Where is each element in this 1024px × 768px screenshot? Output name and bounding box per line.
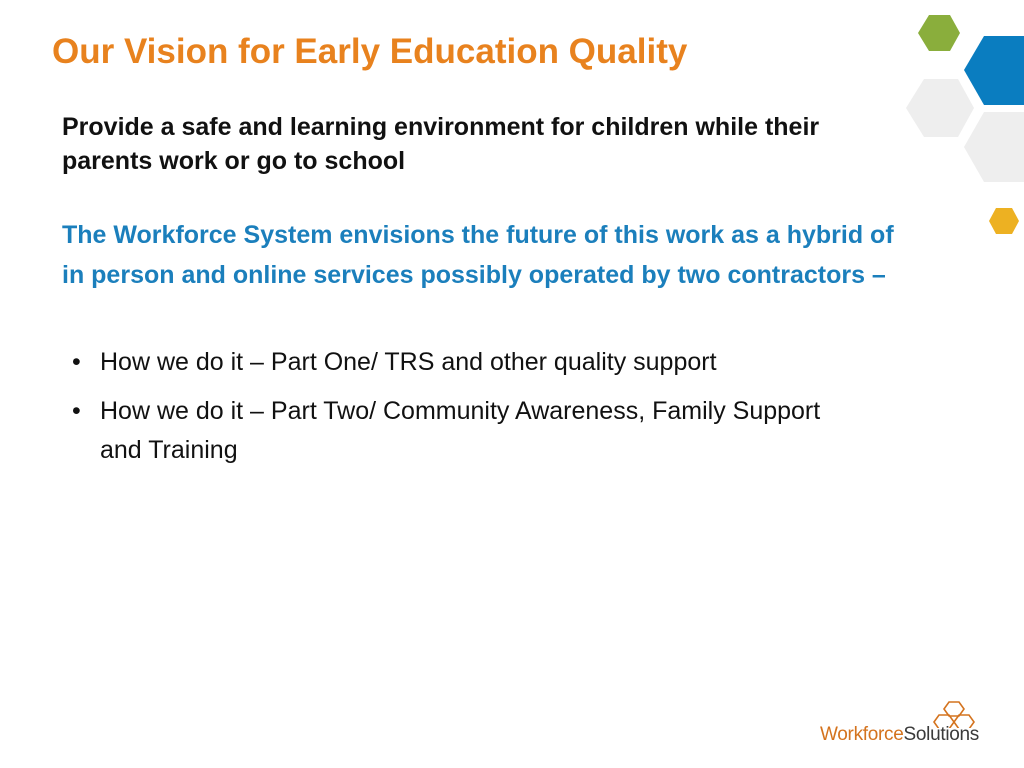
bullet-dot-icon: •: [72, 397, 81, 425]
slide-title: Our Vision for Early Education Quality: [52, 32, 688, 71]
logo-word-workforce: Workforce: [820, 724, 904, 745]
gray-hexagon-left: [906, 79, 974, 137]
gold-hexagon: [989, 208, 1019, 234]
logo-text: [820, 724, 979, 746]
vision-statement: The Workforce System envisions the future of this work as a hybrid of in person and online services possibly operated by two contractors –: [62, 221, 894, 289]
bullet-dot-icon: •: [72, 348, 81, 376]
bullet-list: [62, 343, 842, 480]
bullet-text: How we do it – Part Two/ Community Awareness, Family Support and Training: [100, 397, 821, 464]
bullet-item: [62, 392, 842, 470]
workforce-solutions-logo: [818, 700, 1004, 750]
slide-subtitle: Provide a safe and learning environment for children while their parents work or go to school: [62, 113, 820, 175]
bullet-item: [62, 343, 842, 382]
gray-hexagon-right: [964, 112, 1024, 182]
logo-word-solutions: Solutions: [903, 724, 979, 745]
green-hexagon: [918, 15, 960, 51]
bullet-text: How we do it – Part One/ TRS and other quality support: [100, 348, 717, 376]
blue-hexagon: [964, 36, 1024, 105]
